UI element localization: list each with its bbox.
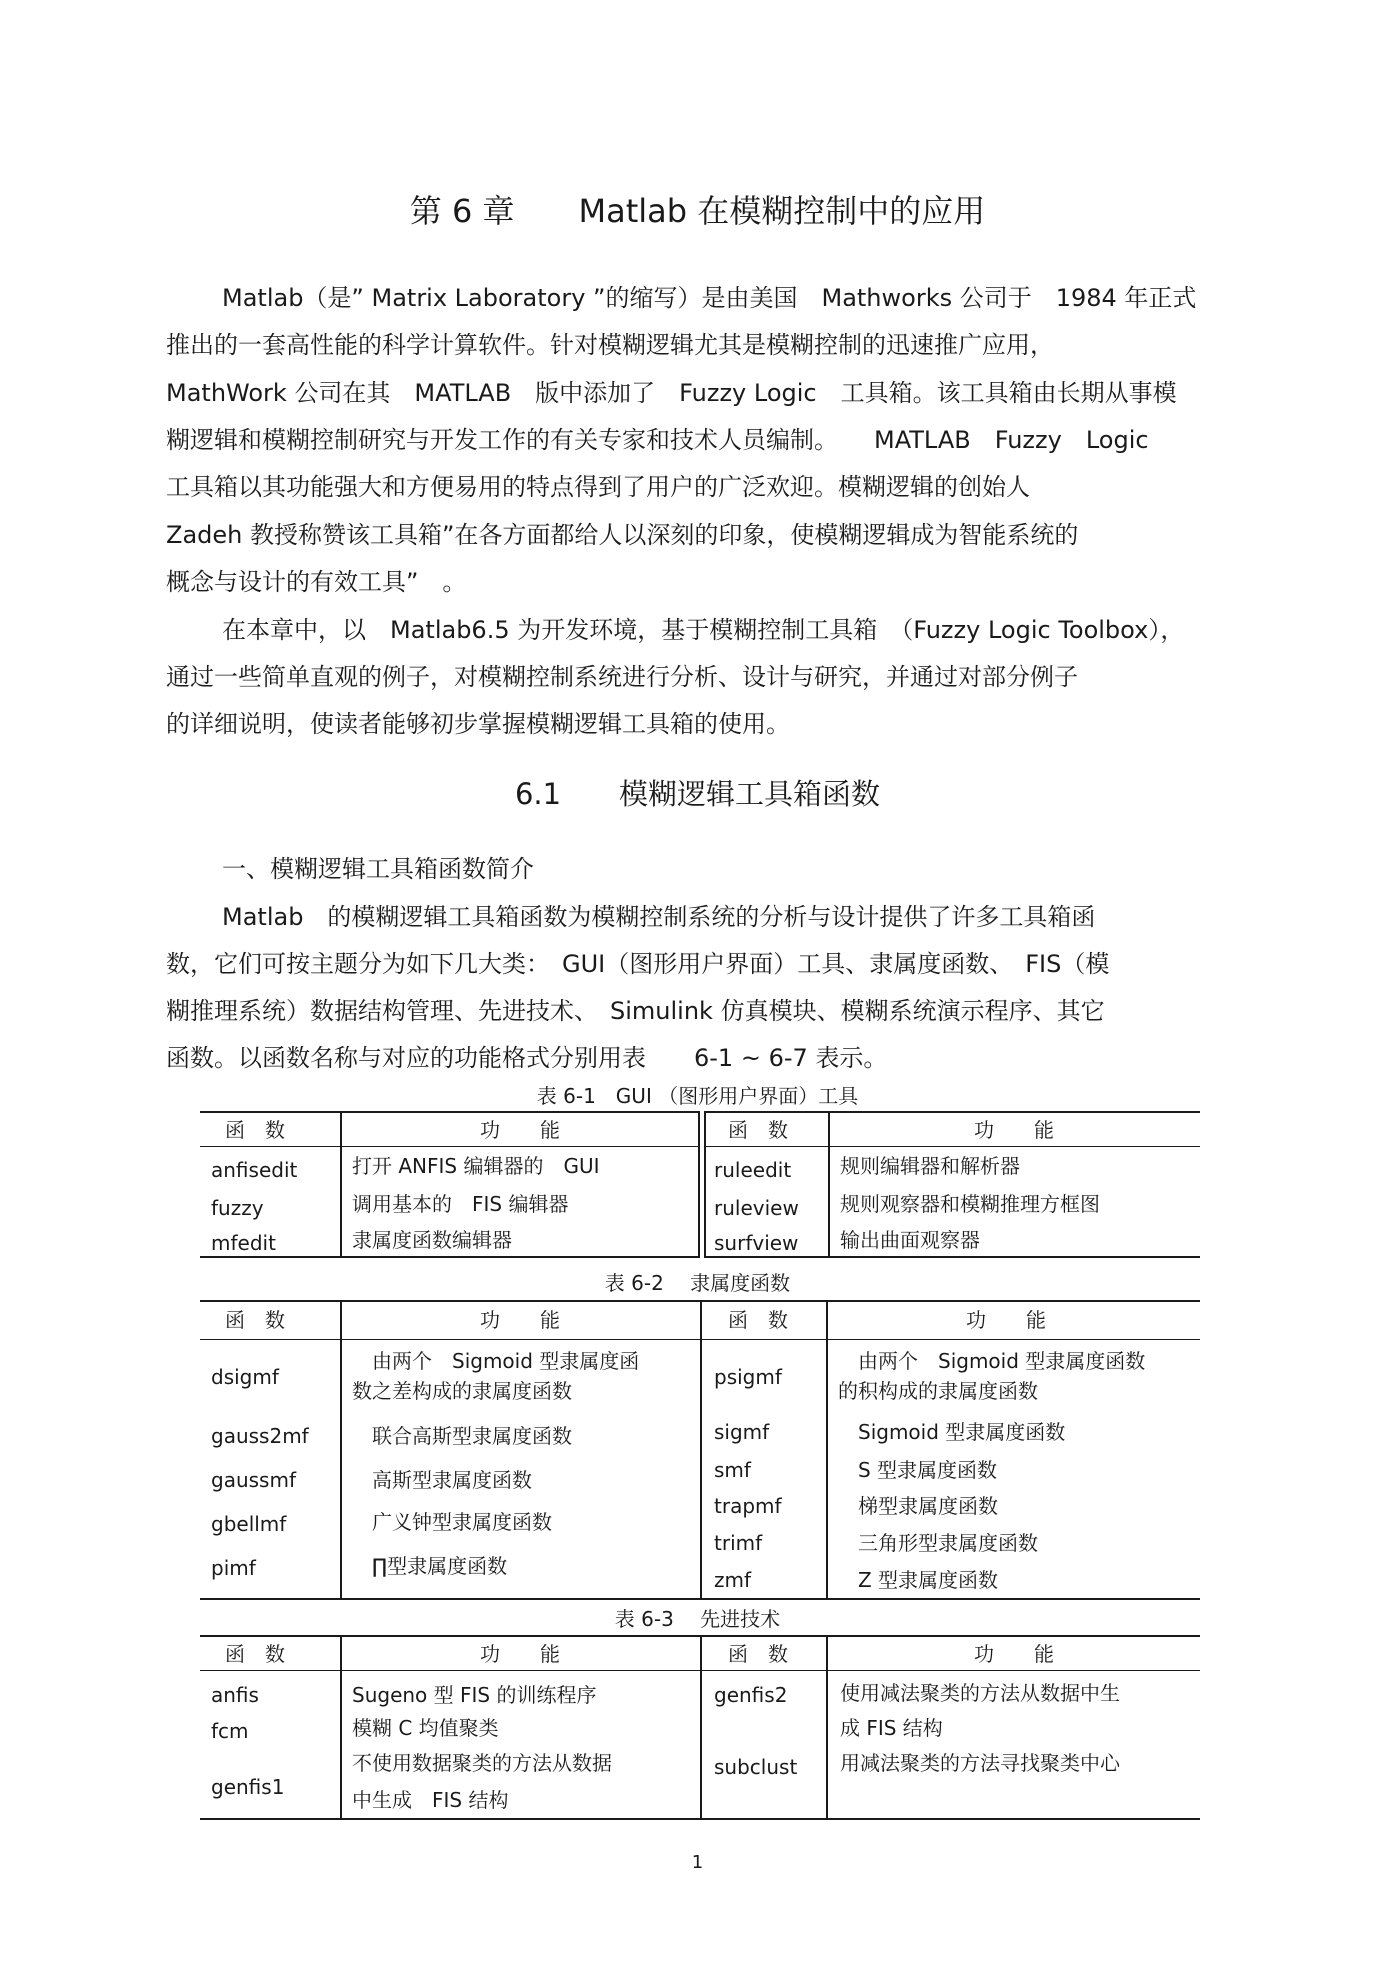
func-name: zmf — [714, 1568, 752, 1592]
body-line: 函数。以函数名称与对应的功能格式分别用表 6-1 ~ 6-7 表示。 — [166, 1044, 888, 1072]
func-name: ruleedit — [714, 1158, 792, 1182]
header-func: 函 数 — [728, 1642, 788, 1666]
func-name: anfisedit — [211, 1158, 298, 1182]
func-name: gbellmf — [211, 1512, 287, 1536]
func-desc: 三角形型隶属度函数 — [838, 1531, 1038, 1555]
header-desc: 功 能 — [974, 1118, 1054, 1142]
body-line: Matlab 的模糊逻辑工具箱函数为模糊控制系统的分析与设计提供了许多工具箱函 — [222, 903, 1096, 931]
table-divider — [700, 1635, 702, 1820]
intro-line: 在本章中，以 Matlab6.5 为开发环境，基于模糊控制工具箱 （Fuzzy Logic Toolbox）， — [222, 616, 1185, 644]
func-desc: 梯型隶属度函数 — [838, 1494, 998, 1518]
intro-line: Matlab（是” Matrix Laboratory ”的缩写）是由美国 Mathworks 公司于 1984 年正式 — [222, 284, 1197, 312]
page-number: 1 — [691, 1852, 704, 1873]
func-name: anfis — [211, 1683, 259, 1707]
intro-line: 工具箱以其功能强大和方便易用的特点得到了用户的广泛欢迎。模糊逻辑的创始人 — [166, 473, 1030, 501]
func-name: fuzzy — [211, 1196, 264, 1220]
table-divider — [698, 1111, 706, 1258]
header-func: 函 数 — [225, 1118, 285, 1142]
func-name: gaussmf — [211, 1468, 296, 1492]
func-desc: S 型隶属度函数 — [838, 1458, 998, 1482]
table-caption: 表 6-3 先进技术 — [614, 1607, 781, 1631]
func-name: genfis1 — [211, 1775, 285, 1799]
header-func: 函 数 — [225, 1308, 285, 1332]
func-desc: 模糊 C 均值聚类 — [352, 1716, 499, 1740]
func-name: pimf — [211, 1556, 256, 1580]
func-name: surfview — [714, 1231, 799, 1255]
table-divider — [340, 1635, 342, 1820]
func-desc: 隶属度函数编辑器 — [352, 1228, 512, 1252]
intro-line: 推出的一套高性能的科学计算软件。针对模糊逻辑尤其是模糊控制的迅速推广应用， — [166, 331, 1054, 359]
func-desc: 高斯型隶属度函数 — [352, 1468, 532, 1492]
header-func: 函 数 — [728, 1308, 788, 1332]
func-name: psigmf — [714, 1365, 782, 1389]
func-name: smf — [714, 1458, 751, 1482]
func-desc: 的积构成的隶属度函数 — [838, 1379, 1038, 1403]
func-desc: 数之差构成的隶属度函数 — [352, 1379, 572, 1403]
section-title: 6.1 模糊逻辑工具箱函数 — [514, 777, 881, 811]
header-desc: 功 能 — [480, 1308, 560, 1332]
func-desc: 用减法聚类的方法寻找聚类中心 — [840, 1751, 1120, 1775]
func-desc: 调用基本的 FIS 编辑器 — [352, 1192, 569, 1216]
func-desc: 不使用数据聚类的方法从数据 — [352, 1751, 612, 1775]
table-divider — [826, 1300, 828, 1600]
func-desc: 规则编辑器和解析器 — [840, 1154, 1020, 1178]
func-desc: 打开 ANFIS 编辑器的 GUI — [352, 1154, 600, 1178]
intro-line: Zadeh 教授称赞该工具箱”在各方面都给人以深刻的印象，使模糊逻辑成为智能系统的 — [166, 521, 1079, 549]
header-desc: 功 能 — [966, 1308, 1046, 1332]
func-desc: Sugeno 型 FIS 的训练程序 — [352, 1683, 597, 1707]
func-name: ruleview — [714, 1196, 799, 1220]
table-divider — [826, 1635, 828, 1820]
func-name: subclust — [714, 1755, 798, 1779]
table-divider — [340, 1300, 342, 1600]
body-line: 数，它们可按主题分为如下几大类： GUI（图形用户界面）工具、隶属度函数、 FIS（模 — [166, 950, 1110, 978]
func-desc: 联合高斯型隶属度函数 — [352, 1424, 572, 1448]
intro-line: 概念与设计的有效工具” 。 — [166, 568, 467, 596]
func-desc: 输出曲面观察器 — [840, 1228, 980, 1252]
func-name: dsigmf — [211, 1365, 279, 1389]
func-name: fcm — [211, 1719, 249, 1743]
table-divider — [828, 1111, 830, 1258]
table-caption: 表 6-1 GUI （图形用户界面）工具 — [536, 1084, 859, 1108]
intro-line: MathWork 公司在其 MATLAB 版中添加了 Fuzzy Logic 工具箱。该工具箱由长期从事模 — [166, 379, 1177, 407]
intro-line: 的详细说明，使读者能够初步掌握模糊逻辑工具箱的使用。 — [166, 710, 790, 738]
func-name: trapmf — [714, 1494, 782, 1518]
table-divider — [340, 1111, 342, 1258]
func-desc: 广义钟型隶属度函数 — [352, 1510, 552, 1534]
func-desc: 使用减法聚类的方法从数据中生 — [840, 1681, 1120, 1705]
table-divider — [700, 1300, 702, 1600]
chapter-title: 第 6 章 Matlab 在模糊控制中的应用 — [409, 192, 986, 230]
header-func: 函 数 — [225, 1642, 285, 1666]
func-name: genfis2 — [714, 1683, 788, 1707]
header-desc: 功 能 — [480, 1118, 560, 1142]
intro-line: 糊逻辑和模糊控制研究与开发工作的有关专家和技术人员编制。 MATLAB Fuzzy Logic — [166, 426, 1149, 454]
header-func: 函 数 — [728, 1118, 788, 1142]
body-line: 糊推理系统）数据结构管理、先进技术、 Simulink 仿真模块、模糊系统演示程序、其它 — [166, 997, 1105, 1025]
func-name: sigmf — [714, 1420, 770, 1444]
header-desc: 功 能 — [480, 1642, 560, 1666]
func-desc: Z 型隶属度函数 — [838, 1568, 999, 1592]
func-desc: 成 FIS 结构 — [840, 1716, 943, 1740]
func-desc: Sigmoid 型隶属度函数 — [838, 1420, 1066, 1444]
intro-line: 通过一些简单直观的例子，对模糊控制系统进行分析、设计与研究，并通过对部分例子 — [166, 663, 1078, 691]
func-name: trimf — [714, 1531, 763, 1555]
func-desc: 中生成 FIS 结构 — [352, 1788, 509, 1812]
func-desc: 规则观察器和模糊推理方框图 — [840, 1192, 1100, 1216]
func-desc: 由两个 Sigmoid 型隶属度函数 — [838, 1349, 1146, 1373]
table-caption: 表 6-2 隶属度函数 — [604, 1271, 791, 1295]
func-desc: ∏型隶属度函数 — [352, 1554, 508, 1578]
func-name: mfedit — [211, 1231, 276, 1255]
header-desc: 功 能 — [974, 1642, 1054, 1666]
func-desc: 由两个 Sigmoid 型隶属度函 — [352, 1349, 640, 1373]
func-name: gauss2mf — [211, 1424, 309, 1448]
subsection-title: 一、模糊逻辑工具箱函数简介 — [222, 855, 534, 883]
